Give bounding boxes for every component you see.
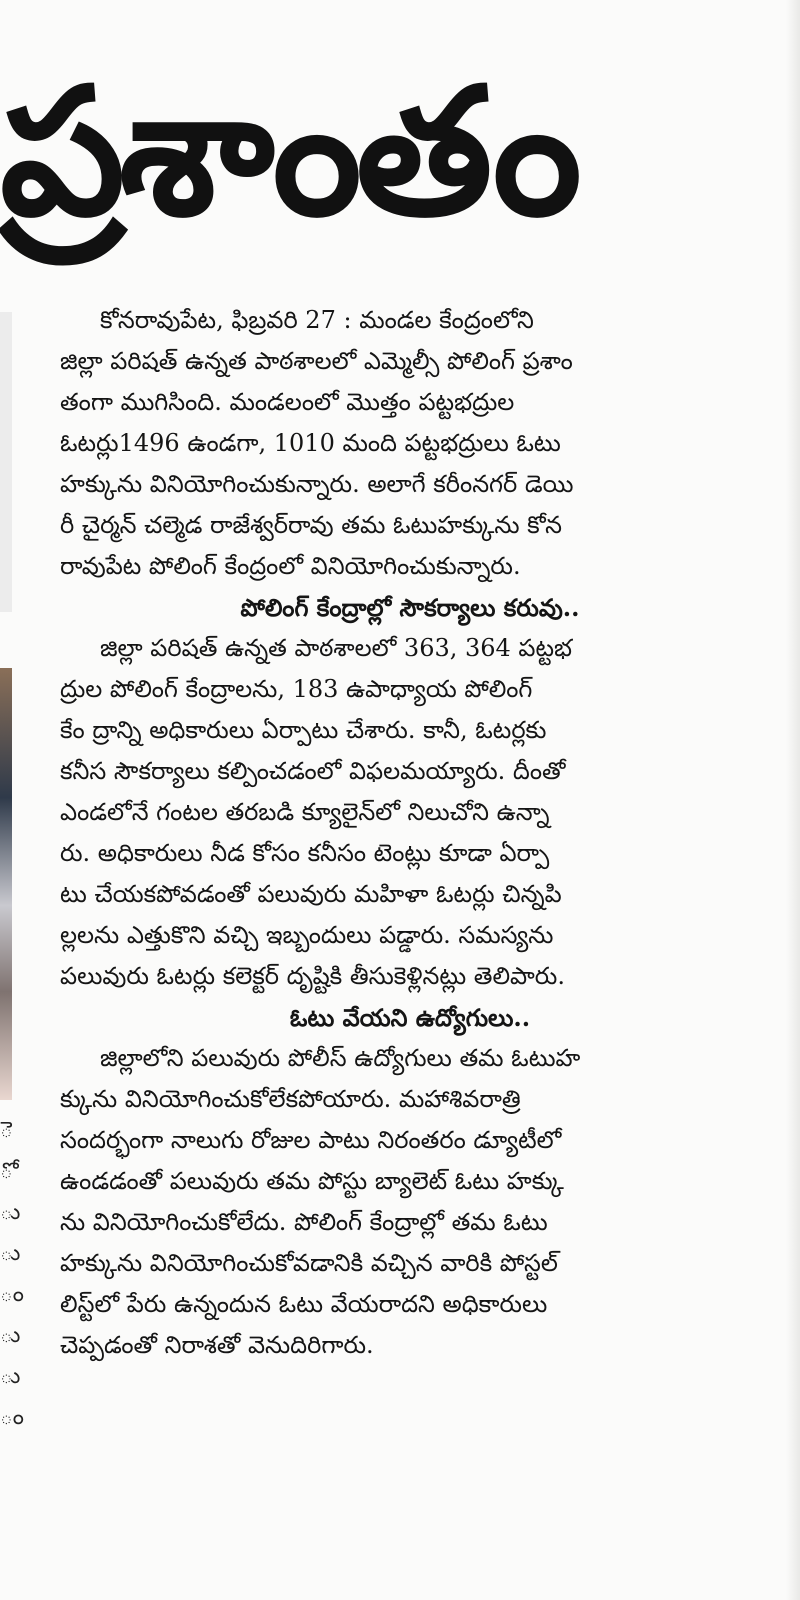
article-line: లిస్ట్‌లో పేరు ఉన్నందున ఓటు వేయరాదని అధికారులు bbox=[60, 1290, 548, 1318]
article-line: ఎండలోనే గంటల తరబడి క్యూలైన్‌లో నిలుచోని ఉన్నా bbox=[60, 798, 550, 826]
margin-fragment: ు bbox=[0, 1364, 21, 1389]
page-fold-edge bbox=[786, 0, 800, 1600]
adjacent-photo-edge bbox=[0, 668, 12, 1100]
margin-fragment: ం bbox=[0, 1405, 24, 1430]
article-line: టు చేయకపోవడంతో పలువురు మహిళా ఓటర్లు చిన్నపి bbox=[60, 880, 562, 908]
article-line: క్కును వినియోగించుకోలేకపోయారు. మహాశివరాత్రి bbox=[60, 1085, 521, 1113]
article-line: కేం ద్రాన్ని అధికారులు ఏర్పాటు చేశారు. కానీ, ఓటర్లకు bbox=[60, 716, 547, 744]
article-line: జిల్లా పరిషత్ ఉన్నత పాఠశాలలో 363, 364 పట్టభ bbox=[100, 634, 573, 662]
article-line: జిల్లా పరిషత్ ఉన్నత పాఠశాలలో ఎమ్మెల్సీ పోలింగ్ ప్రశాం bbox=[60, 347, 573, 375]
article-line: రీ చైర్మన్ చల్మెడ రాజేశ్వర్‌రావు తమ ఓటుహక్కును కోన bbox=[60, 511, 562, 539]
article-line: రావుపేట పోలింగ్ కేంద్రంలో వినియోగించుకున్నారు. bbox=[60, 552, 521, 580]
article-line: ఉండడంతో పలువురు తమ పోస్టు బ్యాలెట్ ఓటు హక్కు bbox=[60, 1167, 564, 1195]
article-line: సందర్భంగా నాలుగు రోజుల పాటు నిరంతరం డ్యూటీలో bbox=[60, 1126, 562, 1154]
subheading: పోలింగ్ కేంద్రాల్లో సౌకర్యాలు కరువు.. bbox=[240, 593, 580, 622]
margin-fragment: ె bbox=[0, 1118, 13, 1143]
article-line: కనీస సౌకర్యాలు కల్పించడంలో విఫలమయ్యారు. దీంతో bbox=[60, 757, 566, 785]
article-line: పలువురు ఓటర్లు కలెక్టర్ దృష్టికి తీసుకెళ్లినట్లు తెలిపారు. bbox=[60, 962, 565, 990]
subheading: ఓటు వేయని ఉద్యోగులు.. bbox=[289, 1003, 531, 1032]
article-line: కోనరావుపేట, ఫిబ్రవరి 27 : మండల కేంద్రంలోని bbox=[100, 306, 534, 334]
margin-fragment: ు bbox=[0, 1323, 21, 1348]
article-line: ద్రుల పోలింగ్ కేంద్రాలను, 183 ఉపాధ్యాయ పోలింగ్ bbox=[60, 675, 533, 703]
article-line: ఓటర్లు1496 ఉండగా, 1010 మంది పట్టభద్రులు ఓటు bbox=[60, 429, 561, 457]
margin-fragment: ో bbox=[0, 1159, 13, 1184]
article-line: ను వినియోగించుకోలేదు. పోలింగ్ కేంద్రాల్లో తమ ఓటు bbox=[60, 1208, 548, 1236]
article-line: చెప్పడంతో నిరాశతో వెనుదిరిగారు. bbox=[60, 1331, 374, 1359]
adjacent-column-fragments bbox=[0, 1110, 24, 1438]
article-line: రు. అధికారులు నీడ కోసం కనీసం టెంట్లు కూడా ఏర్పా bbox=[60, 839, 550, 867]
article-line: హక్కును వినియోగించుకున్నారు. అలాగే కరీంనగర్ డెయి bbox=[60, 470, 574, 498]
article-line: జిల్లాలోని పలువురు పోలీస్ ఉద్యోగులు తమ ఓటుహ bbox=[100, 1044, 581, 1072]
margin-fragment: ు bbox=[0, 1200, 21, 1225]
adjacent-column-edge bbox=[0, 312, 12, 612]
margin-fragment: ం bbox=[0, 1282, 24, 1307]
article-line: ల్లలను ఎత్తుకొని వచ్చి ఇబ్బందులు పడ్డారు. సమస్యను bbox=[60, 921, 554, 949]
margin-fragment: ు bbox=[0, 1241, 21, 1266]
article-body bbox=[60, 300, 760, 1366]
article-line: హక్కును వినియోగించుకోవడానికి వచ్చిన వారికి పోస్టల్ bbox=[60, 1249, 558, 1277]
article-line: తంగా ముగిసింది. మండలంలో మొత్తం పట్టభద్రుల bbox=[60, 388, 515, 416]
headline: ప్రశాంతం bbox=[0, 50, 576, 255]
